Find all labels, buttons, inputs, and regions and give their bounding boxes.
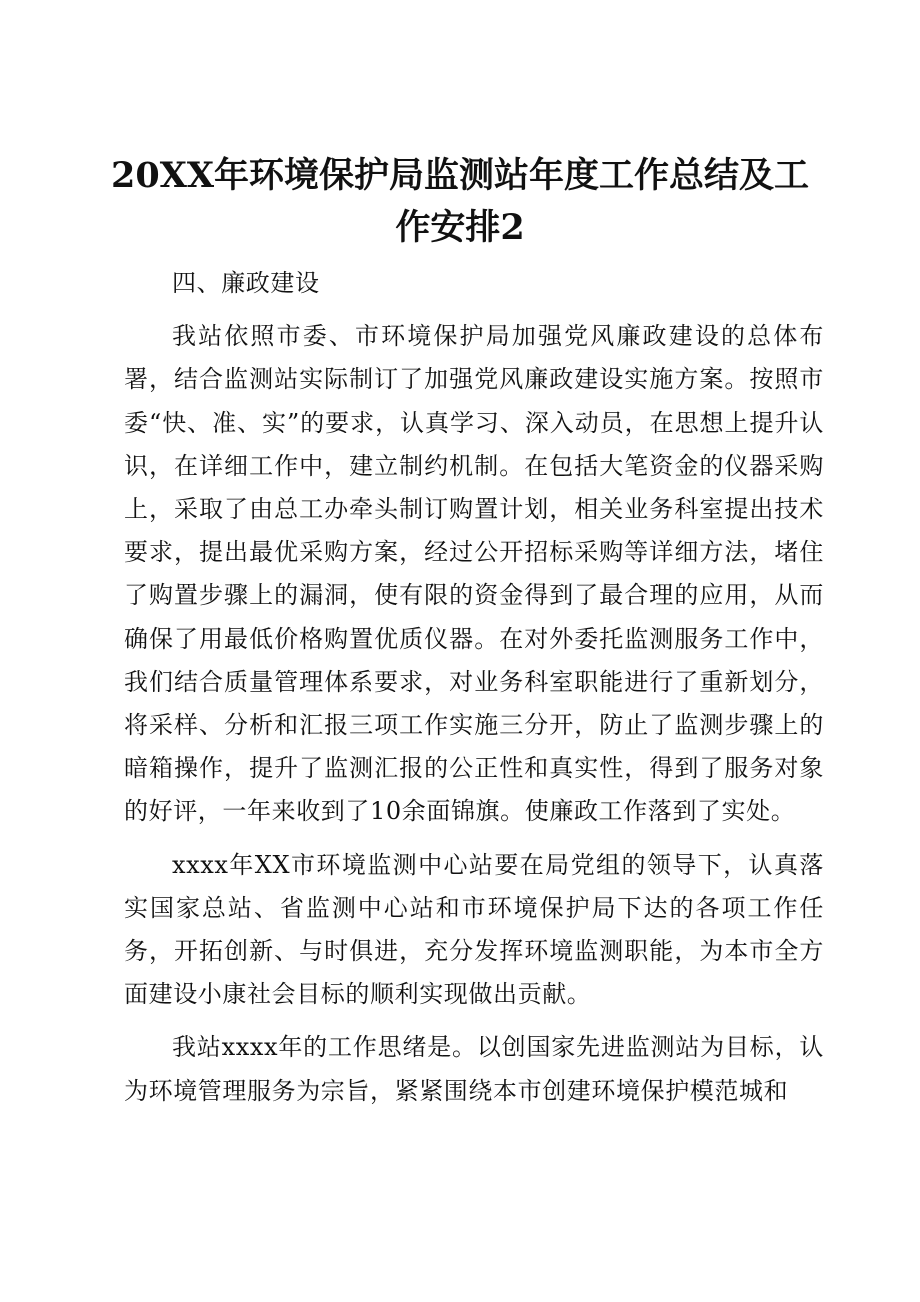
paragraph-integrity: 我站依照市委、市环境保护局加强党风廉政建设的总体布署，结合监测站实际制订了加强党风廉政建设实施方案。按照市委“快、准、实”的要求，认真学习、深入动员，在思想上提升认识，在详细工作中，建立制约机制。在包括大笔资金的仪器采购上，采取了由总工办牵头制订购置计划，相关业务科室提出技术要求，提出最优采购方案，经过公开招标采购等详细方法，堵住了购置步骤上的漏洞，使有限的资金得到了最合理的应用，从而确保了用最低价格购置优质仪器。在对外委托监测服务工作中，我们结合质量管理体系要求，对业务科室职能进行了重新划分，将采样、分析和汇报三项工作实施三分开，防止了监测步骤上的暗箱操作，提升了监测汇报的公正性和真实性，得到了服务对象的好评，一年来收到了10余面锦旗。使廉政工作落到了实处。	[124, 322, 824, 826]
document-body	[124, 262, 824, 1113]
document-title: 20XX年环境保护局监测站年度工作总结及工作安排2	[110, 155, 810, 248]
section-heading: 四、廉政建设	[172, 269, 320, 297]
paragraph-goals: xxxx年XX市环境监测中心站要在局党组的领导下，认真落实国家总站、省监测中心站和市环境保护局下达的各项工作任务，开拓创新、与时俱进，充分发挥环境监测职能，为本市全方面建设小康社会目标的顺利实现做出贡献。	[124, 850, 824, 1009]
paragraph-work-plan: 我站xxxx年的工作思绪是。以创国家先进监测站为目标，认为环境管理服务为宗旨，紧紧围绕本市创建环境保护模范城和	[124, 1033, 824, 1105]
